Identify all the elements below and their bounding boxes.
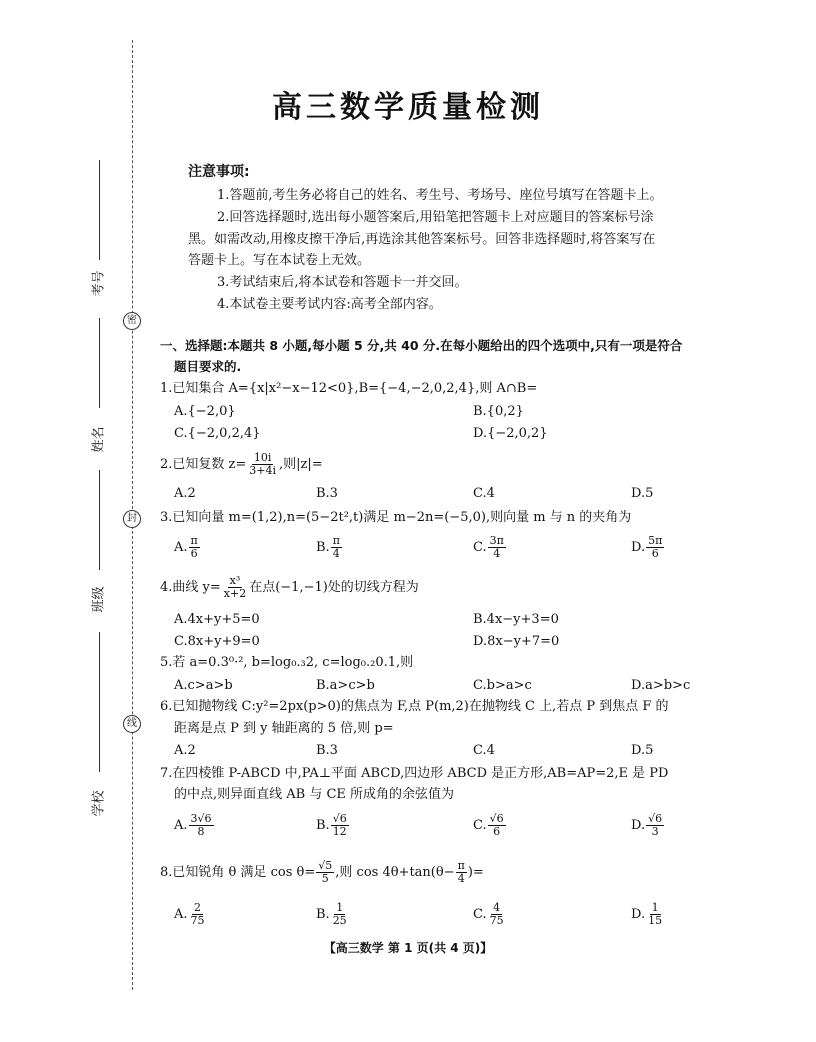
q8-c-num: 4 xyxy=(493,901,501,914)
q1-option-a: A.{−2,0} xyxy=(174,404,236,419)
notice-heading: 注意事项: xyxy=(188,164,250,180)
q7-a-num: 3√6 xyxy=(190,812,212,825)
q2-option-c: C.4 xyxy=(473,486,495,501)
q7-option-b xyxy=(316,813,350,838)
q3-c-num: 3π xyxy=(489,534,504,547)
q4-stem-post: 在点(−1,−1)处的切线方程为 xyxy=(249,580,419,595)
page-footer: 【高三数学 第 1 页(共 4 页)】 xyxy=(323,941,493,955)
q6-stem: 6.已知抛物线 C:y²=2px(p>0)的焦点为 F,点 P(m,2)在抛物线 C 上,若点 P 到焦点 F 的 xyxy=(160,699,669,714)
q8-option-c xyxy=(473,902,507,927)
q8-b-letter: B. xyxy=(316,907,330,922)
q8-c-letter: C. xyxy=(473,907,487,922)
q7-c-letter: C. xyxy=(473,818,487,833)
q4-den: x+2 xyxy=(223,587,247,600)
q1-option-c: C.{−2,0,2,4} xyxy=(174,426,261,441)
seal-mark-xian: 线 xyxy=(123,715,141,733)
q3-c-letter: C. xyxy=(473,540,487,555)
q3-c-frac xyxy=(488,535,506,560)
q8-c-frac xyxy=(488,902,506,927)
q8-stem-mid: ,则 cos 4θ+tan(θ− xyxy=(335,865,455,880)
q3-d-letter: D. xyxy=(631,540,646,555)
q8-a-frac xyxy=(189,902,207,927)
q4-fraction xyxy=(222,575,248,600)
q8-d-letter: D. xyxy=(631,907,646,922)
label-xingming: 姓名 xyxy=(91,426,107,453)
q6-stem-cont: 距离是点 P 到 y 轴距离的 5 倍,则 p= xyxy=(174,721,394,736)
field-line-xuexiao xyxy=(99,632,100,772)
q8-num: √5 xyxy=(318,859,333,872)
label-xuexiao: 学校 xyxy=(91,790,107,817)
label-kaohao: 考号 xyxy=(91,270,107,297)
q7-option-a xyxy=(174,813,215,838)
notice-line: 黑。如需改动,用橡皮擦干净后,再选涂其他答案标号。回答非选择题时,将答案写在 xyxy=(188,232,656,247)
q7-d-den: 3 xyxy=(651,825,659,838)
q7-option-d xyxy=(631,813,665,838)
q7-a-letter: A. xyxy=(174,818,188,833)
q2-fraction xyxy=(247,452,278,477)
q8-d-den: 15 xyxy=(648,914,663,927)
q8-a-num: 2 xyxy=(194,901,202,914)
q4-option-d: D.8x−y+7=0 xyxy=(473,634,560,649)
q3-d-den: 6 xyxy=(651,547,659,560)
q8-pi-fraction xyxy=(456,860,467,885)
q8-stem-post: )= xyxy=(467,865,484,880)
field-line-xingming xyxy=(99,318,100,408)
field-line-banji xyxy=(99,470,100,570)
q2-stem-post: ,则|z|= xyxy=(279,457,323,472)
label-banji: 班级 xyxy=(91,586,107,613)
q8-b-frac xyxy=(331,902,349,927)
q8-fraction xyxy=(316,860,334,885)
q4-num: x³ xyxy=(229,574,241,587)
q3-b-num: π xyxy=(332,534,340,547)
notice-line: 2.回答选择题时,选出每小题答案后,用铅笔把答题卡上对应题目的答案标号涂 xyxy=(217,210,654,225)
q7-a-den: 8 xyxy=(197,825,205,838)
q2-stem-pre: 2.已知复数 z= xyxy=(160,457,247,472)
q7-c-den: 6 xyxy=(493,825,501,838)
q7-b-num: √6 xyxy=(332,812,347,825)
q4-option-b: B.4x−y+3=0 xyxy=(473,612,559,627)
q3-option-a xyxy=(174,535,201,560)
notice-line: 4.本试卷主要考试内容:高考全部内容。 xyxy=(217,297,442,312)
q4-option-c: C.8x+y+9=0 xyxy=(174,634,260,649)
q3-d-frac xyxy=(646,535,664,560)
q8-d-frac xyxy=(646,902,664,927)
notice-line: 答题卡上。写在本试卷上无效。 xyxy=(188,253,371,268)
q8-option-d xyxy=(631,902,665,927)
q2-option-a: A.2 xyxy=(174,486,196,501)
q8-den: 5 xyxy=(321,872,329,885)
q1-option-b: B.{0,2} xyxy=(473,404,524,419)
q6-option-c: C.4 xyxy=(473,743,495,758)
seal-mark-feng: 封 xyxy=(123,510,141,528)
notice-line: 3.考试结束后,将本试卷和答题卡一并交回。 xyxy=(217,275,468,290)
q4-stem-pre: 4.曲线 y= xyxy=(160,580,221,595)
q7-a-frac xyxy=(189,813,214,838)
q4-stem xyxy=(160,575,419,600)
q3-d-num: 5π xyxy=(648,534,663,547)
q2-option-d: D.5 xyxy=(631,486,654,501)
q5-option-b: B.a>c>b xyxy=(316,678,375,693)
q3-b-frac xyxy=(331,535,342,560)
q8-option-a xyxy=(174,902,208,927)
q8-b-den: 25 xyxy=(332,914,347,927)
q6-option-b: B.3 xyxy=(316,743,338,758)
q8-stem-pre: 8.已知锐角 θ 满足 cos θ= xyxy=(160,865,316,880)
q3-b-den: 4 xyxy=(332,547,340,560)
q6-option-d: D.5 xyxy=(631,743,654,758)
q2-den: 3+4i xyxy=(249,464,277,477)
q8-pi-num: π xyxy=(457,859,465,872)
q3-option-c xyxy=(473,535,507,560)
q8-pi-den: 4 xyxy=(457,872,465,885)
q3-a-den: 6 xyxy=(190,547,198,560)
q8-d-num: 1 xyxy=(651,901,659,914)
q4-option-a: A.4x+y+5=0 xyxy=(174,612,260,627)
q3-a-num: π xyxy=(190,534,198,547)
section-heading: 一、选择题:本题共 8 小题,每小题 5 分,共 40 分.在每小题给出的四个选项中,只有一项是符合 xyxy=(160,338,683,353)
q2-num: 10i xyxy=(253,451,272,464)
q7-d-frac xyxy=(646,813,664,838)
q2-option-b: B.3 xyxy=(316,486,338,501)
q7-b-den: 12 xyxy=(332,825,347,838)
q7-b-letter: B. xyxy=(316,818,330,833)
q5-stem: 5.若 a=0.3⁰·², b=log₀.₃2, c=log₀.₂0.1,则 xyxy=(160,655,414,670)
q7-d-letter: D. xyxy=(631,818,646,833)
q1-option-d: D.{−2,0,2} xyxy=(473,426,548,441)
q8-a-letter: A. xyxy=(174,907,188,922)
q7-stem: 7.在四棱锥 P-ABCD 中,PA⊥平面 ABCD,四边形 ABCD 是正方形,AB=AP=2,E 是 PD xyxy=(160,766,669,781)
q1-stem: 1.已知集合 A={x|x²−x−12<0},B={−4,−2,0,2,4},则 A∩B= xyxy=(160,381,538,396)
q8-option-b xyxy=(316,902,350,927)
q5-option-a: A.c>a>b xyxy=(174,678,233,693)
q8-b-num: 1 xyxy=(336,901,344,914)
q6-option-a: A.2 xyxy=(174,743,196,758)
q7-c-num: √6 xyxy=(489,812,504,825)
q3-option-b xyxy=(316,535,343,560)
q3-option-d xyxy=(631,535,665,560)
section-heading-cont: 题目要求的. xyxy=(174,359,242,374)
q7-d-num: √6 xyxy=(648,812,663,825)
seal-mark-mi: 密 xyxy=(123,312,141,330)
q3-c-den: 4 xyxy=(493,547,501,560)
q7-option-c xyxy=(473,813,507,838)
field-line-kaohao xyxy=(99,160,100,260)
q8-a-den: 75 xyxy=(190,914,205,927)
q8-stem xyxy=(160,860,484,885)
q7-b-frac xyxy=(331,813,349,838)
q7-stem-cont: 的中点,则异面直线 AB 与 CE 所成角的余弦值为 xyxy=(174,787,455,802)
q5-option-c: C.b>a>c xyxy=(473,678,532,693)
q7-c-frac xyxy=(488,813,506,838)
q5-option-d: D.a>b>c xyxy=(631,678,691,693)
q3-a-frac xyxy=(189,535,200,560)
page-title: 高三数学质量检测 xyxy=(272,90,544,125)
q3-a-letter: A. xyxy=(174,540,188,555)
notice-line: 1.答题前,考生务必将自己的姓名、考生号、考场号、座位号填写在答题卡上。 xyxy=(217,188,663,203)
q2-stem xyxy=(160,452,323,477)
q8-c-den: 75 xyxy=(489,914,504,927)
q3-stem: 3.已知向量 m=(1,2),n=(5−2t²,t)满足 m−2n=(−5,0),则向量 m 与 n 的夹角为 xyxy=(160,510,632,525)
q3-b-letter: B. xyxy=(316,540,330,555)
